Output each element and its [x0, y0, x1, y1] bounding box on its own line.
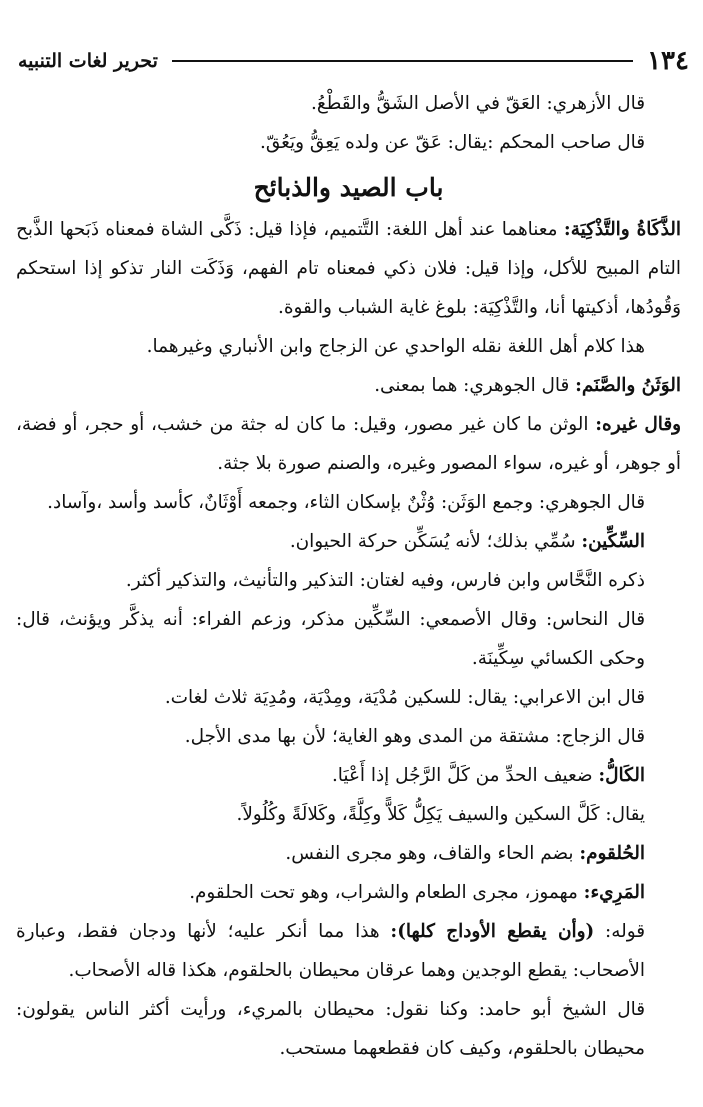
paragraph-text: مهموز، مجرى الطعام والشراب، وهو تحت الحلقوم. — [189, 882, 584, 903]
paragraph — [16, 756, 681, 795]
paragraph — [16, 405, 681, 483]
paragraph-text: ضعيف الحدِّ من كَلَّ الرَّجُل إذا أَعْيَا. — [331, 765, 599, 786]
paragraph-text: قال الجوهري: هما بمعنى. — [374, 375, 576, 396]
header-rule — [172, 60, 633, 62]
paragraph — [16, 990, 681, 1068]
defined-term: الذَّكَاةُ والتَّذْكِيَة: — [563, 219, 681, 240]
defined-term: المَرِيء: — [583, 882, 645, 903]
paragraph-text: الوثن ما كان غير مصور، وقيل: ما كان له جثة من خشب، أو حجر، أو فضة، أو جوهر، أو غيره، سواء المصور وغيره، والصنم صورة بلا جثة. — [16, 414, 681, 474]
defined-term: السِّكِّين: — [581, 531, 645, 552]
paragraph — [16, 483, 681, 522]
paragraph — [16, 561, 681, 600]
paragraph — [16, 912, 681, 990]
paragraph — [16, 366, 681, 405]
paragraph — [16, 873, 681, 912]
paragraph-text: هذا كلام أهل اللغة نقله الواحدي عن الزجاج وابن الأنباري وغيرهما. — [146, 336, 645, 357]
defined-term: الكَالُّ: — [598, 765, 645, 786]
defined-term: الوَثَنُ والصَّنَم: — [575, 375, 681, 396]
paragraph — [16, 327, 681, 366]
paragraph-text: قال الأزهري: العَقّ في الأصل الشَقُّ والقَطْعُ. — [310, 93, 645, 114]
paragraph-text: قال صاحب المحكم :يقال: عَقّ عن ولده يَعِقُّ ويَعُقّ. — [260, 132, 645, 153]
paragraph-text: سُمِّي بذلك؛ لأنه يُسَكِّن حركة الحيوان. — [289, 531, 582, 552]
paragraph-text: معناهما عند أهل اللغة: التَّتميم، فإذا قيل: ذَكَّى الشاة فمعناه ذَبَحها الذَّبح التام المبيح للأكل، وإذا قيل: فلان ذكي فمعناه تام الفهم، وَذَكَت النار تذكو إذا استحكم وَقُودُها، أذكيتها أنا، والتَّذْكِيَة: بلوغ غاية الشباب والقوة. — [16, 219, 681, 318]
paragraph-text: قال الجوهري: وجمع الوَثَن: وُثْنٌ بإسكان الثاء، وجمعه أَوْثَانٌ، كأسد وأسد ،وآساد. — [47, 492, 645, 513]
paragraph-text: بضم الحاء والقاف، وهو مجرى النفس. — [285, 843, 580, 864]
paragraph — [16, 123, 681, 162]
paragraph-text: ذكره النَّحَّاس وابن فارس، وفيه لغتان: التذكير والتأنيث، والتذكير أكثر. — [125, 570, 645, 591]
paragraph — [16, 678, 681, 717]
defined-term: وقال غيره: — [595, 414, 681, 435]
defined-term: (وأن يقطع الأوداج كلها): — [390, 921, 595, 942]
paragraph — [16, 717, 681, 756]
paragraph-text: قال الزجاج: مشتقة من المدى وهو الغاية؛ لأن بها مدى الأجل. — [184, 726, 645, 747]
defined-term: الحُلقوم: — [579, 843, 645, 864]
paragraph-lead: قوله: — [594, 921, 645, 942]
paragraph — [16, 522, 681, 561]
page-number: ١٣٤ — [647, 46, 689, 76]
paragraph — [16, 834, 681, 873]
paragraph-text: قال النحاس: وقال الأصمعي: السِّكِّين مذكر، وزعم الفراء: أنه يذكَّر ويؤنث، قال: وحكى الكسائي سِكِّينَة. — [16, 609, 645, 669]
paragraph — [16, 210, 681, 327]
page-body — [16, 84, 681, 1068]
running-title: تحرير لغات التنبيه — [18, 50, 158, 72]
page-header — [18, 44, 689, 78]
paragraph-text: قال الشيخ أبو حامد: وكنا نقول: محيطان بالمريء، ورأيت أكثر الناس يقولون: محيطان بالحلقوم، وكيف كان فقطعهما مستحب. — [16, 999, 645, 1059]
paragraph — [16, 795, 681, 834]
paragraph-text: يقال: كَلَّ السكين والسيف يَكِلُّ كَلاًّ وكِلَّةً، وكَلالَةً وكُلُولاً. — [236, 804, 645, 825]
section-heading: باب الصيد والذبائح — [253, 173, 444, 202]
paragraph-text: قال ابن الاعرابي: يقال: للسكين مُدْيَة، ومِدْيَة، ومُدِيَة ثلاث لغات. — [164, 687, 645, 708]
paragraph-text: هذا مما أنكر عليه؛ لأنها ودجان فقط، وعبارة الأصحاب: يقطع الوجدين وهما عرقان محيطان بالحلقوم، هكذا قاله الأصحاب. — [16, 921, 645, 981]
paragraph — [16, 600, 681, 678]
paragraph — [16, 84, 681, 123]
